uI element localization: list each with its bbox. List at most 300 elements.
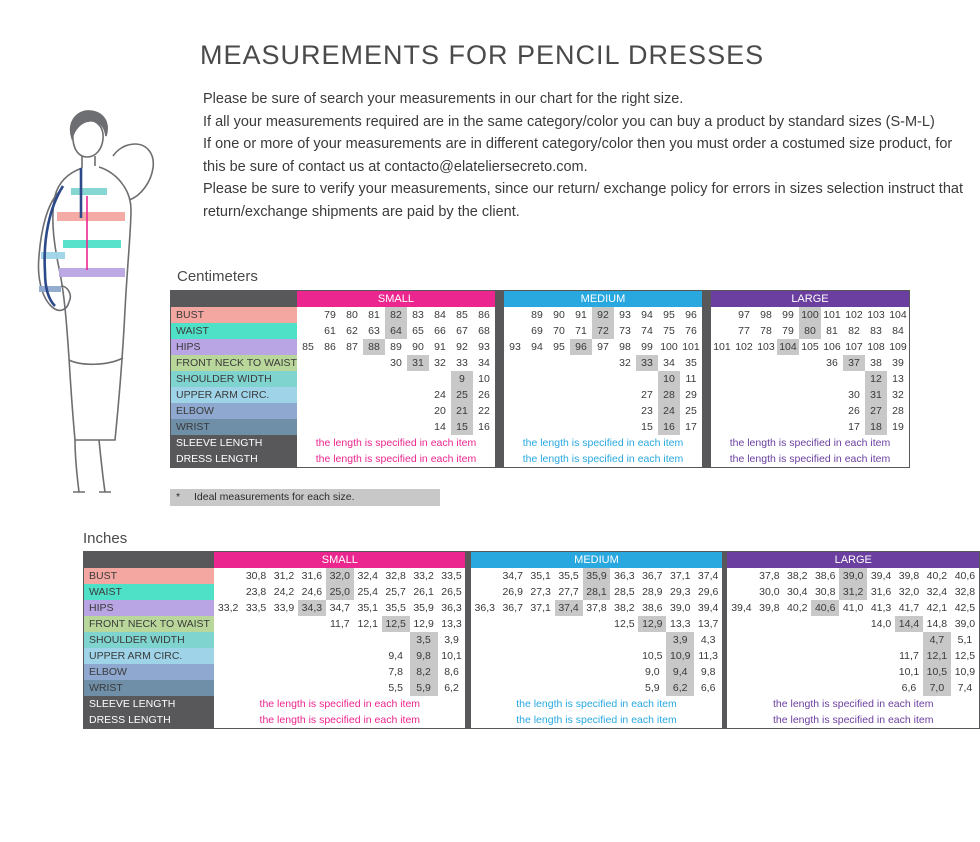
header-medium: MEDIUM [471, 552, 722, 569]
measurement-cell [298, 680, 326, 696]
measurement-cell: 92 [592, 307, 614, 323]
measurement-cell [843, 371, 865, 387]
measurement-cell: 21 [451, 403, 473, 419]
measurement-cell: 83 [407, 307, 429, 323]
measurement-cell [583, 680, 611, 696]
measurement-cell: 6,2 [666, 680, 694, 696]
row-label: UPPER ARM CIRC. [171, 387, 297, 403]
column-divider [495, 307, 504, 323]
measurement-cell: 35,9 [583, 568, 611, 584]
measurement-cell: 32,8 [951, 584, 980, 600]
measurement-cell [777, 403, 799, 419]
measurement-cell: 38,2 [610, 600, 638, 616]
measurement-cell [555, 664, 583, 680]
measurement-cell: 100 [658, 339, 680, 355]
measurement-cell [610, 664, 638, 680]
measurement-cell: 91 [570, 307, 592, 323]
measurement-cell [504, 307, 526, 323]
measurement-cell [504, 355, 526, 371]
measurement-cell: 39,0 [951, 616, 980, 632]
measurement-cell: 9,8 [694, 664, 722, 680]
measurement-cell [799, 387, 821, 403]
measurement-cell: 4,3 [694, 632, 722, 648]
measurement-cell: 30 [385, 355, 407, 371]
measurement-cell: 99 [777, 307, 799, 323]
measurement-cell: 24,2 [270, 584, 298, 600]
column-divider [702, 323, 711, 339]
measurement-cell [341, 355, 363, 371]
measurement-cell [811, 632, 839, 648]
measurement-cell [755, 632, 783, 648]
measurement-cell [270, 664, 298, 680]
column-divider [702, 451, 711, 468]
measurement-cell [527, 616, 555, 632]
inches-table [83, 551, 980, 729]
measurement-cell: 82 [385, 307, 407, 323]
intro-line-3: If one or more of your measurements are in different category/color then you must order a costumed size product, for this be sure of contact us at contacto@elateliersecreto.com. [203, 136, 953, 175]
measurement-cell [614, 419, 636, 435]
measurement-cell: 33 [451, 355, 473, 371]
measurement-cell: 39,8 [755, 600, 783, 616]
measurement-cell [214, 616, 242, 632]
measurement-cell [839, 680, 867, 696]
length-note-small: the length is specified in each item [214, 696, 465, 712]
measurement-cell [385, 371, 407, 387]
measurement-cell [783, 632, 811, 648]
measurement-cell [610, 648, 638, 664]
measurement-cell: 88 [363, 339, 385, 355]
table-header-row [171, 291, 910, 308]
measurement-cell [895, 632, 923, 648]
measurement-cell: 97 [733, 307, 755, 323]
measurement-cell: 105 [799, 339, 821, 355]
measurement-cell: 17 [680, 419, 702, 435]
header-corner-cell [84, 552, 215, 569]
measurement-cell: 37,8 [583, 600, 611, 616]
measurement-cell: 26,9 [499, 584, 527, 600]
length-note-small: the length is specified in each item [214, 712, 465, 729]
row-label: ELBOW [171, 403, 297, 419]
measurement-cell: 33 [636, 355, 658, 371]
measurement-cell: 37,4 [694, 568, 722, 584]
column-divider [702, 387, 711, 403]
measurement-cell: 40,2 [783, 600, 811, 616]
measurement-cell: 19 [887, 419, 910, 435]
measurement-cell: 65 [407, 323, 429, 339]
measurement-cell: 62 [341, 323, 363, 339]
measurement-cell: 39,4 [867, 568, 895, 584]
measurement-cell: 38,2 [783, 568, 811, 584]
length-note-small: the length is specified in each item [297, 435, 495, 451]
measurement-cell [755, 664, 783, 680]
measurement-cell: 22 [473, 403, 495, 419]
measurement-cell: 35,5 [555, 568, 583, 584]
column-divider [495, 435, 504, 451]
measurement-cell [504, 323, 526, 339]
measurement-cell: 26,1 [410, 584, 438, 600]
measurement-cell: 31,6 [867, 584, 895, 600]
ideal-note-text: Ideal measurements for each size. [194, 491, 355, 503]
measurement-cell: 12 [865, 371, 887, 387]
measurement-cell: 71 [570, 323, 592, 339]
measurement-cell: 39 [887, 355, 910, 371]
measurement-cell [592, 387, 614, 403]
measurement-cell [363, 403, 385, 419]
measurement-cell: 103 [755, 339, 777, 355]
row-label: BUST [84, 568, 215, 584]
measurement-cell [548, 371, 570, 387]
measurement-cell: 12,9 [410, 616, 438, 632]
measurement-cell: 41,3 [867, 600, 895, 616]
measurement-cell: 40,6 [951, 568, 980, 584]
measurement-cell: 77 [733, 323, 755, 339]
measurement-cell [799, 403, 821, 419]
column-divider [702, 419, 711, 435]
measurement-cell: 101 [711, 339, 733, 355]
measurement-cell: 10,9 [951, 664, 980, 680]
measurement-cell [711, 419, 733, 435]
measurement-cell [727, 680, 755, 696]
measurement-cell: 29,6 [694, 584, 722, 600]
measurement-cell [242, 616, 270, 632]
row-label: SLEEVE LENGTH [84, 696, 215, 712]
measurement-cell: 39,8 [895, 568, 923, 584]
measurement-cell: 26 [843, 403, 865, 419]
row-label: UPPER ARM CIRC. [84, 648, 215, 664]
measurement-cell [504, 371, 526, 387]
table-row [84, 568, 980, 584]
measurement-cell: 12,5 [610, 616, 638, 632]
measurement-cell: 86 [473, 307, 495, 323]
measurement-cell [711, 387, 733, 403]
row-label: HIPS [171, 339, 297, 355]
measurement-cell: 7,8 [382, 664, 410, 680]
length-note-medium: the length is specified in each item [471, 696, 722, 712]
column-divider [495, 451, 504, 468]
page-title: MEASUREMENTS FOR PENCIL DRESSES [200, 40, 765, 70]
measurement-cell: 68 [473, 323, 495, 339]
measurement-cell [499, 648, 527, 664]
measurement-cell: 32,0 [326, 568, 354, 584]
measurement-cell [592, 355, 614, 371]
measurement-cell: 104 [887, 307, 910, 323]
measurement-cell: 38 [865, 355, 887, 371]
header-large: LARGE [727, 552, 979, 569]
measurement-cell: 25 [680, 403, 702, 419]
measurement-cell [354, 680, 382, 696]
measurement-cell [270, 632, 298, 648]
measurement-cell: 81 [821, 323, 843, 339]
measurement-cell [407, 371, 429, 387]
row-label: ELBOW [84, 664, 215, 680]
measurement-cell [839, 648, 867, 664]
measurement-cell [471, 648, 499, 664]
column-divider [495, 403, 504, 419]
measurement-cell [733, 403, 755, 419]
inches-label: Inches [83, 530, 128, 547]
measurement-cell [297, 371, 319, 387]
measurement-cell: 29,3 [666, 584, 694, 600]
measurement-cell [526, 387, 548, 403]
measurement-cell: 33,9 [270, 600, 298, 616]
measurement-cell: 30,8 [242, 568, 270, 584]
measurement-cell: 35,9 [410, 600, 438, 616]
measurement-cell [755, 371, 777, 387]
column-divider [702, 291, 711, 308]
measurement-cell: 32,4 [923, 584, 951, 600]
measurement-cell: 15 [451, 419, 473, 435]
length-note-medium: the length is specified in each item [471, 712, 722, 729]
measurement-cell: 24 [658, 403, 680, 419]
table-row [171, 435, 910, 451]
measurement-cell [733, 419, 755, 435]
measurement-cell: 28,1 [583, 584, 611, 600]
measurement-cell: 93 [614, 307, 636, 323]
measurement-cell [326, 632, 354, 648]
table-row [84, 648, 980, 664]
measurement-cell: 9,4 [382, 648, 410, 664]
measurement-cell [407, 387, 429, 403]
measurement-cell [297, 355, 319, 371]
measurement-cell [614, 403, 636, 419]
measurement-cell: 95 [548, 339, 570, 355]
measurement-cell [614, 387, 636, 403]
measurement-cell: 86 [319, 339, 341, 355]
measurement-cell: 23 [636, 403, 658, 419]
measurement-cell: 13,3 [666, 616, 694, 632]
measurement-cell: 82 [843, 323, 865, 339]
ideal-measurements-note [170, 489, 440, 506]
measurement-cell: 26 [473, 387, 495, 403]
measurement-cell [354, 632, 382, 648]
measurement-cell: 94 [526, 339, 548, 355]
measurement-cell [821, 387, 843, 403]
measurement-cell [711, 355, 733, 371]
measurement-cell: 79 [777, 323, 799, 339]
measurement-cell: 83 [865, 323, 887, 339]
measurement-cell [242, 648, 270, 664]
measurement-cell [555, 680, 583, 696]
measurement-cell [526, 419, 548, 435]
measurement-cell [354, 648, 382, 664]
measurement-cell [363, 419, 385, 435]
measurement-cell: 25 [451, 387, 473, 403]
row-label: FRONT NECK TO WAIST [84, 616, 215, 632]
measurement-cell: 17 [843, 419, 865, 435]
measurement-cell: 100 [799, 307, 821, 323]
measurement-cell: 39,4 [727, 600, 755, 616]
row-label: BUST [171, 307, 297, 323]
measurement-cell: 39,4 [694, 600, 722, 616]
measurement-cell: 9,0 [638, 664, 666, 680]
cm-measurement-table [170, 290, 910, 468]
measurement-cell: 23,8 [242, 584, 270, 600]
measurement-cell [783, 664, 811, 680]
measurement-cell: 12,5 [951, 648, 980, 664]
measurement-cell [755, 419, 777, 435]
intro-line-1: Please be sure of search your measurements in our chart for the right size. [203, 91, 684, 107]
measurement-cell: 66 [429, 323, 451, 339]
measurement-cell: 84 [429, 307, 451, 323]
measurement-cell: 75 [658, 323, 680, 339]
measurement-cell: 16 [473, 419, 495, 435]
measurement-cell: 5,9 [410, 680, 438, 696]
measurement-cell [811, 664, 839, 680]
measurement-cell: 95 [658, 307, 680, 323]
table-row [84, 696, 980, 712]
measurement-cell: 28,5 [610, 584, 638, 600]
measurement-cell: 32,4 [354, 568, 382, 584]
measurement-cell [214, 568, 242, 584]
measurement-cell: 39,0 [839, 568, 867, 584]
column-divider [495, 339, 504, 355]
measurement-cell [407, 403, 429, 419]
row-label: WAIST [171, 323, 297, 339]
measurement-cell: 39,0 [666, 600, 694, 616]
measurement-cell: 36,3 [471, 600, 499, 616]
measurement-cell: 7,0 [923, 680, 951, 696]
column-divider [702, 307, 711, 323]
measurement-cell [504, 419, 526, 435]
measurement-cell: 31,2 [270, 568, 298, 584]
table-row [171, 403, 910, 419]
table-row [171, 451, 910, 468]
measurement-cell: 35 [680, 355, 702, 371]
measurement-cell: 24,6 [298, 584, 326, 600]
measurement-cell: 5,5 [382, 680, 410, 696]
measurement-cell [610, 680, 638, 696]
measurement-cell: 35,5 [382, 600, 410, 616]
measurement-cell [555, 616, 583, 632]
measurement-cell [471, 616, 499, 632]
measurement-cell [727, 568, 755, 584]
measurement-cell: 33,2 [410, 568, 438, 584]
measurement-cell [214, 648, 242, 664]
measurement-cell [298, 664, 326, 680]
measurement-cell [821, 403, 843, 419]
measurement-cell: 10,1 [895, 664, 923, 680]
measurement-cell: 61 [319, 323, 341, 339]
measurement-cell [385, 419, 407, 435]
measurement-cell [555, 632, 583, 648]
measurement-cell [341, 419, 363, 435]
measurement-cell: 6,6 [694, 680, 722, 696]
measurement-cell [471, 680, 499, 696]
measurement-cell: 102 [843, 307, 865, 323]
measurement-cell: 10,5 [638, 648, 666, 664]
measurement-cell [755, 355, 777, 371]
measurement-cell: 108 [865, 339, 887, 355]
measurement-cell: 13,3 [438, 616, 466, 632]
measurement-cell: 9,4 [666, 664, 694, 680]
measurement-cell: 93 [504, 339, 526, 355]
measurement-cell: 30,0 [755, 584, 783, 600]
measurement-cell [592, 403, 614, 419]
measurement-cell: 107 [843, 339, 865, 355]
measurement-cell [499, 680, 527, 696]
measurement-cell [811, 648, 839, 664]
measurement-cell [297, 307, 319, 323]
measurement-cell: 3,9 [438, 632, 466, 648]
measurement-cell [548, 387, 570, 403]
measurement-cell [799, 355, 821, 371]
measurement-cell [548, 403, 570, 419]
measurement-cell [733, 355, 755, 371]
measurement-cell [341, 403, 363, 419]
measurement-cell [727, 616, 755, 632]
measurement-cell [298, 648, 326, 664]
measurement-cell: 41,0 [839, 600, 867, 616]
measurement-cell [526, 371, 548, 387]
measurement-cell: 28,9 [638, 584, 666, 600]
measurement-cell [471, 568, 499, 584]
column-divider [495, 291, 504, 308]
measurement-cell: 36 [821, 355, 843, 371]
measurement-cell [504, 403, 526, 419]
measurement-cell: 70 [548, 323, 570, 339]
measurement-cell: 37,4 [555, 600, 583, 616]
measurement-cell: 90 [548, 307, 570, 323]
measurement-cell: 38,6 [638, 600, 666, 616]
measurement-cell: 31,6 [298, 568, 326, 584]
row-label: FRONT NECK TO WAIST [171, 355, 297, 371]
measurement-cell: 32 [614, 355, 636, 371]
measurement-cell: 16 [658, 419, 680, 435]
measurement-cell [319, 387, 341, 403]
measurement-cell: 34,7 [499, 568, 527, 584]
measurement-cell: 30 [843, 387, 865, 403]
measurement-cell [638, 632, 666, 648]
measurement-cell [821, 371, 843, 387]
measurement-cell: 32 [429, 355, 451, 371]
measurement-cell [297, 323, 319, 339]
column-divider [702, 339, 711, 355]
measurement-cell: 42,5 [951, 600, 980, 616]
length-note-medium: the length is specified in each item [504, 451, 702, 468]
measurement-cell: 7,4 [951, 680, 980, 696]
measurement-cell: 37,8 [755, 568, 783, 584]
measurement-cell [839, 616, 867, 632]
measurement-cell [270, 616, 298, 632]
measurement-cell [298, 616, 326, 632]
header-small: SMALL [297, 291, 495, 308]
measurement-cell [777, 371, 799, 387]
measurement-cell [319, 419, 341, 435]
measurement-cell [363, 355, 385, 371]
measurement-cell [583, 632, 611, 648]
measurement-cell: 36,3 [438, 600, 466, 616]
table-row [84, 584, 980, 600]
measurement-cell: 35,1 [527, 568, 555, 584]
measurement-cell: 6,6 [895, 680, 923, 696]
measurement-cell [326, 664, 354, 680]
measurement-cell [548, 355, 570, 371]
inches-measurement-table [83, 551, 980, 729]
measurement-cell: 103 [865, 307, 887, 323]
measurement-cell: 27,7 [555, 584, 583, 600]
measurement-cell: 28 [887, 403, 910, 419]
measurement-cell [363, 371, 385, 387]
measurement-cell [526, 355, 548, 371]
measurement-cell: 106 [821, 339, 843, 355]
measurement-cell [385, 403, 407, 419]
measurement-cell: 25,0 [326, 584, 354, 600]
row-label: DRESS LENGTH [171, 451, 297, 468]
measurement-cell [341, 387, 363, 403]
measurement-cell: 37,1 [666, 568, 694, 584]
measurement-cell: 90 [407, 339, 429, 355]
measurement-cell: 91 [429, 339, 451, 355]
